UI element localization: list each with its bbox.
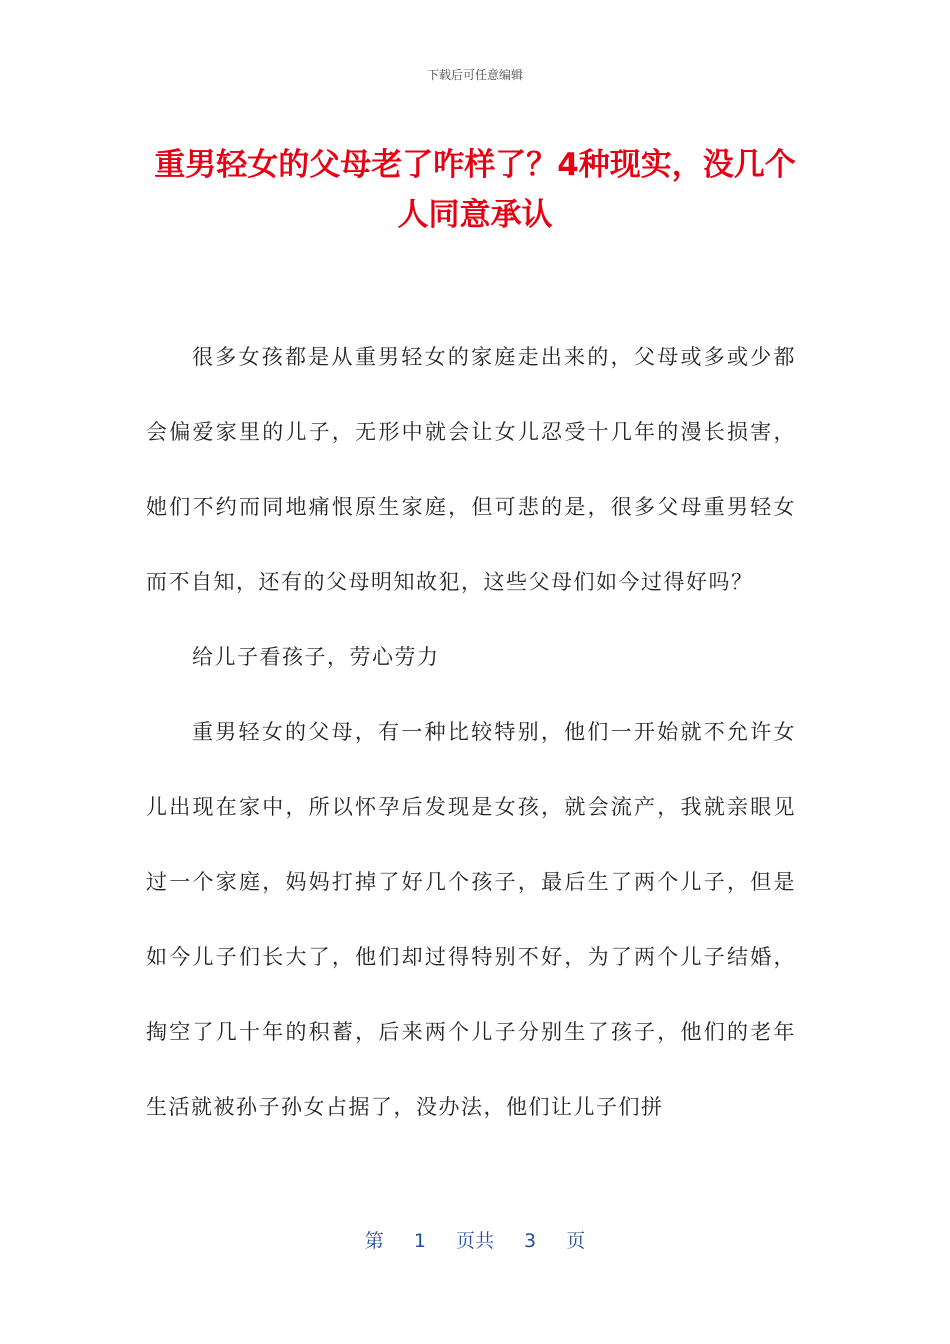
footer-middle: 页共 <box>455 1230 494 1252</box>
footer-prefix: 第 <box>364 1230 384 1252</box>
footer-current-page: 1 <box>413 1230 426 1252</box>
paragraph-1: 很多女孩都是从重男轻女的家庭走出来的，父母或多或少都会偏爱家里的儿子，无形中就会让女儿忍受十几年的漫长损害，她们不约而同地痛恨原生家庭，但可悲的是，很多父母重男轻女而不自知，还有的父母明知故犯，这些父母们如今过得好吗？ <box>146 345 796 594</box>
document-body <box>146 320 796 1145</box>
page-footer <box>0 1226 950 1253</box>
paragraph-3: 重男轻女的父母，有一种比较特别，他们一开始就不允许女儿出现在家中，所以怀孕后发现是女孩，就会流产，我就亲眼见过一个家庭，妈妈打掉了好几个孩子，最后生了两个儿子，但是如今儿子们长大了，他们却过得特别不好，为了两个儿子结婚，掏空了几十年的积蓄，后来两个儿子分别生了孩子，他们的老年生活就被孙子孙女占据了，没办法，他们让儿子们拼 <box>146 720 796 1119</box>
footer-suffix: 页 <box>566 1230 586 1252</box>
footer-total-pages: 3 <box>524 1230 537 1252</box>
paragraph-2-subheading: 给儿子看孩子，劳心劳力 <box>192 645 440 669</box>
page-header-note: 下载后可任意编辑 <box>426 68 523 82</box>
document-title: 重男轻女的父母老了咋样了？4种现实，没几个人同意承认 <box>154 147 796 233</box>
